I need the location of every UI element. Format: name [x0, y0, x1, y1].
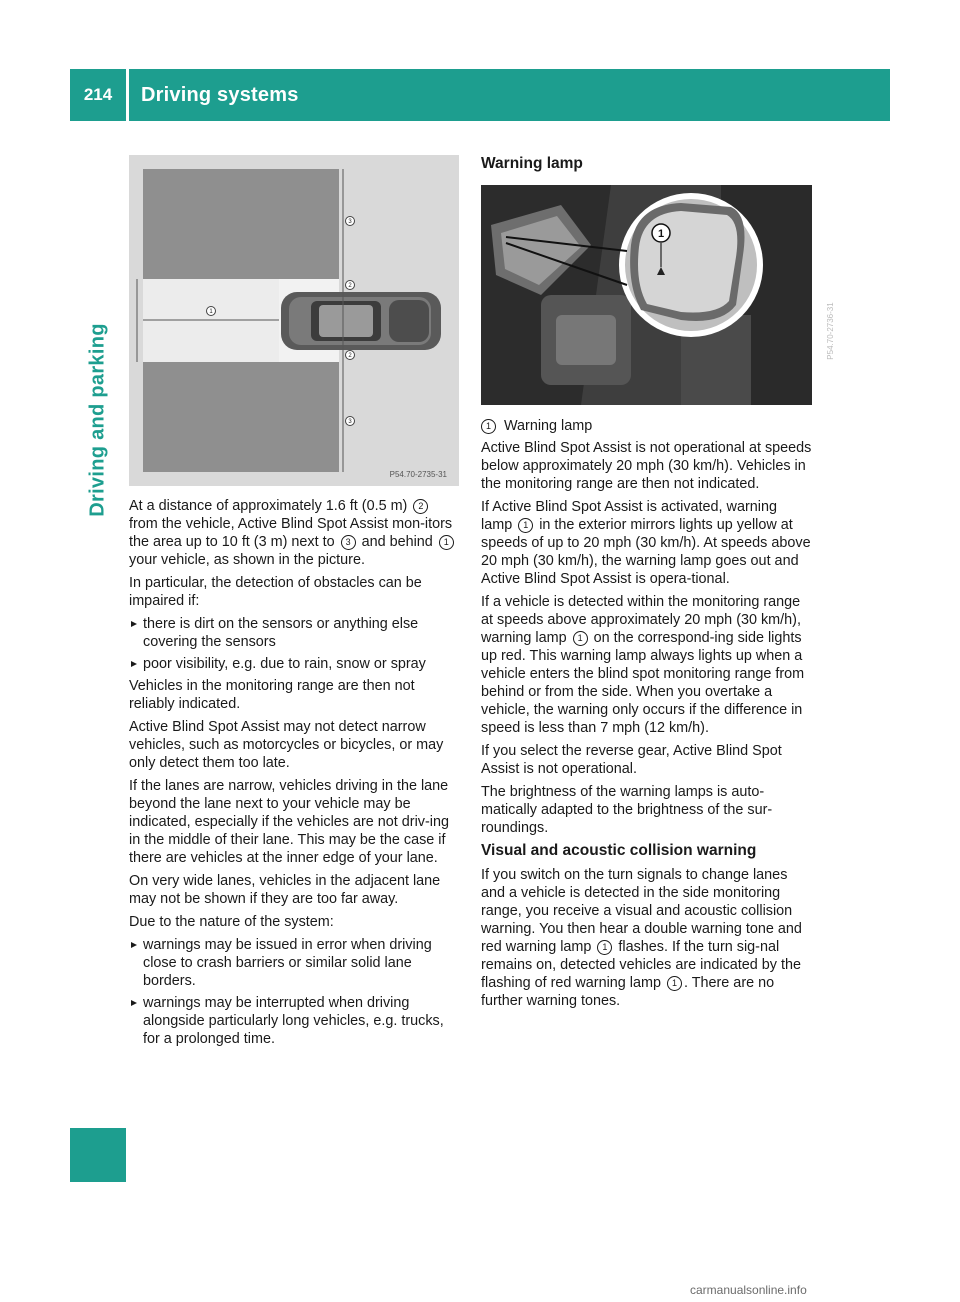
paragraph: Active Blind Spot Assist may not detect narrow vehicles, such as motorcycles or bicycles, or may only detect them too late. [129, 719, 444, 771]
paragraph: The brightness of the warning lamps is auto-matically adapted to the brightness of the sur-roundings. [481, 784, 773, 836]
paragraph-impaired: In particular, the detection of obstacles can be impaired if: [129, 575, 422, 609]
list-item: warnings may be issued in error when driving close to crash barriers or similar solid lane borders. [129, 936, 459, 990]
paragraph: Vehicles in the monitoring range are then not reliably indicated. [129, 678, 415, 712]
paragraph: Due to the nature of the system: [129, 914, 334, 930]
sidebar-tab [70, 1128, 126, 1182]
paragraph: On very wide lanes, vehicles in the adjacent lane may not be shown if they are too far away. [129, 873, 441, 907]
header-separator [126, 69, 129, 121]
page-number: 214 [83, 85, 113, 104]
paragraph-distance: At a distance of approximately 1.6 ft (0.5 m) 2 from the vehicle, Active Blind Spot Assist mon-itors the area up to 10 ft (3 m) next to 3 and behind 1 your vehicle, as shown in the picture. [129, 498, 453, 568]
callout-3-top: 3 [348, 219, 352, 225]
callout-1: 1 [209, 309, 213, 315]
callout-3-bottom: 3 [348, 419, 352, 425]
list-item: warnings may be interrupted when driving alongside particularly long vehicles, e.g. trucks, for a prolonged time. [129, 994, 459, 1048]
paragraph: If Active Blind Spot Assist is activated, warning lamp 1 in the exterior mirrors lights up yellow at speeds of up to 20 mph (30 km/h). At speeds above 20 mph (30 km/h), the warning lamp goes out and Active Blind Spot Assist is opera-tional. [481, 499, 811, 587]
list-item: there is dirt on the sensors or anything else covering the sensors [129, 615, 459, 651]
paragraph: If a vehicle is detected within the monitoring range at speeds above approximately 20 mph (30 km/h), warning lamp 1 on the correspond-ing side lights up red. This warning lamp always lights up when a vehicle enters the blind spot monitoring range from behind or from the side. When you overtake a vehicle, the warning only occurs if the difference in speed is less than 7 mph (12 km/h). [481, 594, 805, 736]
callout-2-bottom: 2 [348, 353, 352, 359]
legend-item: 1 Warning lamp [481, 417, 812, 435]
callout-2-top: 2 [348, 283, 352, 289]
section-title: Driving systems [141, 83, 299, 106]
figure-code: P54.70-2735-31 [389, 470, 447, 479]
paragraph: If the lanes are narrow, vehicles driving in the lane beyond the lane next to your vehicle may be indicated, especially if the vehicles are not driv-ing in the middle of their lane. This may be the case if there are vehicles at the inner edge of your lane. [129, 778, 449, 866]
heading-collision-warning: Visual and acoustic collision warning [481, 842, 757, 859]
monitoring-range-diagram [129, 155, 459, 486]
vehicle-top-view [281, 292, 441, 350]
heading-warning-lamp: Warning lamp [481, 155, 583, 172]
mirror-warning-lamp-photo [481, 185, 835, 405]
sidebar [70, 121, 126, 1181]
photo-callout-1: 1 [657, 228, 665, 240]
left-column [129, 155, 459, 1052]
paragraph: Active Blind Spot Assist is not operational at speeds below approximately 20 mph (30 km/h). Vehicles in the monitoring range are then not indicated. [481, 440, 812, 492]
photo-code: P54.70-2736-31 [826, 302, 835, 360]
list-item: poor visibility, e.g. due to rain, snow or spray [129, 655, 459, 673]
watermark: carmanualsonline.info [690, 1283, 807, 1297]
chapter-label: Driving and parking [86, 323, 109, 517]
right-column [481, 155, 835, 1015]
paragraph: If you switch on the turn signals to change lanes and a vehicle is detected in the side monitoring range, you receive a visual and acoustic collision warning. You then hear a double warning tone and red warning lamp 1 flashes. If the turn sig-nal remains on, detected vehicles are indicated by the flashing of red warning lamp 1 . There are no further warning tones. [481, 867, 802, 1009]
paragraph: If you select the reverse gear, Active Blind Spot Assist is not operational. [481, 743, 782, 777]
